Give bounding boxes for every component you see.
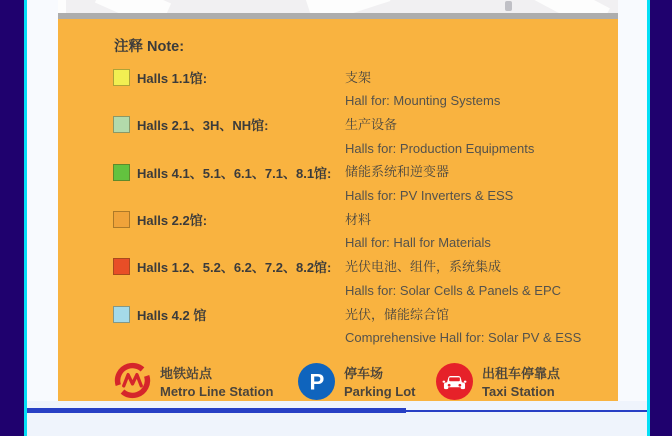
horizontal-scrollbar-thumb[interactable] bbox=[27, 408, 406, 414]
map-road-shape bbox=[95, 0, 171, 13]
right-frame-bar bbox=[650, 0, 672, 436]
legend-description bbox=[345, 66, 613, 113]
metro-label-en: Metro Line Station bbox=[160, 384, 274, 399]
description-en: Hall for: Mounting Systems bbox=[345, 93, 501, 109]
description-zh: 光伏，储能综合馆 bbox=[345, 306, 450, 322]
hall-label: Halls 4.1、5.1、6.1、7.1、8.1馆: bbox=[137, 165, 332, 181]
legend-row bbox=[113, 303, 206, 327]
hall-label: Halls 2.2馆: bbox=[137, 213, 208, 229]
parking-label-zh: 停车场 bbox=[344, 365, 384, 381]
taxi-icon bbox=[436, 363, 473, 400]
hall-color-swatch bbox=[113, 306, 130, 323]
description-zh: 生产设备 bbox=[345, 116, 398, 132]
svg-text:P: P bbox=[309, 368, 325, 394]
legend-row bbox=[113, 66, 207, 90]
map-marker-fragment bbox=[505, 1, 512, 11]
legend-row bbox=[113, 255, 331, 279]
legend-title: 注释 Note: bbox=[114, 38, 185, 55]
legend-row bbox=[113, 208, 207, 232]
hall-color-swatch bbox=[113, 211, 130, 228]
hall-label: Halls 1.2、5.2、6.2、7.2、8.2馆: bbox=[137, 260, 332, 276]
left-frame-accent bbox=[24, 0, 27, 436]
map-edge-strip bbox=[58, 0, 618, 13]
map-road-shape bbox=[526, 0, 610, 13]
description-zh: 材料 bbox=[345, 211, 372, 227]
hall-color-swatch bbox=[113, 69, 130, 86]
description-zh: 支架 bbox=[345, 69, 372, 85]
parking-icon bbox=[298, 363, 335, 400]
metro-station-label bbox=[160, 365, 273, 402]
map-white-patch bbox=[58, 0, 66, 13]
taxi-label-zh: 出租车停靠点 bbox=[482, 365, 561, 381]
description-en: Halls for: Production Equipments bbox=[345, 140, 535, 156]
hall-color-swatch bbox=[113, 258, 130, 275]
hall-label: Halls 4.2 馆 bbox=[137, 307, 207, 323]
legend-row bbox=[113, 113, 268, 137]
description-zh: 储能系统和逆变器 bbox=[345, 164, 450, 180]
description-en: Halls for: Solar Cells & Panels & EPC bbox=[345, 282, 562, 298]
hall-color-swatch bbox=[113, 116, 130, 133]
bottom-background bbox=[27, 401, 647, 436]
legend-description bbox=[345, 208, 613, 255]
hall-label: Halls 2.1、3H、NH馆: bbox=[137, 118, 269, 134]
map-road-shape bbox=[306, 0, 391, 13]
description-en: Comprehensive Hall for: Solar PV & ESS bbox=[345, 330, 582, 346]
parking-label bbox=[344, 365, 416, 402]
legend-description bbox=[345, 303, 613, 350]
taxi-label bbox=[482, 365, 560, 402]
metro-logo-icon bbox=[113, 361, 152, 400]
legend-description bbox=[345, 255, 613, 302]
hall-label: Halls 1.1馆: bbox=[137, 70, 208, 86]
metro-label-zh: 地铁站点 bbox=[160, 365, 213, 381]
hall-color-swatch bbox=[113, 164, 130, 181]
legend-panel bbox=[58, 19, 618, 401]
left-frame-bar bbox=[0, 0, 24, 436]
parking-label-en: Parking Lot bbox=[344, 384, 416, 399]
description-en: Halls for: PV Inverters & ESS bbox=[345, 187, 514, 203]
description-zh: 光伏电池、组件，系统集成 bbox=[345, 259, 502, 275]
legend-description bbox=[345, 160, 613, 207]
legend-description bbox=[345, 113, 613, 160]
legend-row bbox=[113, 160, 331, 184]
description-en: Hall for: Hall for Materials bbox=[345, 235, 491, 251]
taxi-label-en: Taxi Station bbox=[482, 384, 555, 399]
